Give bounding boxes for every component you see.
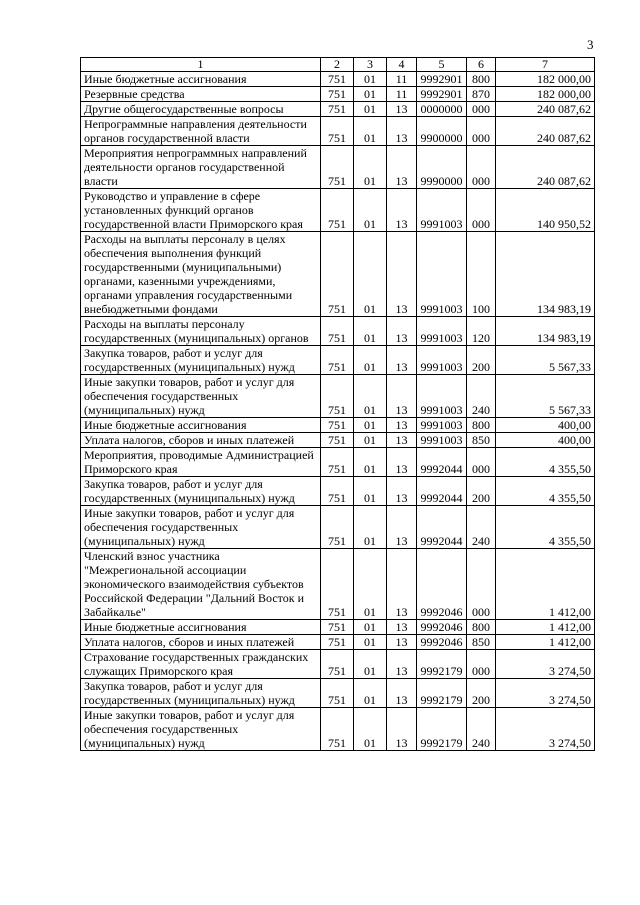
ministry-code-cell: 751 [321, 346, 354, 375]
table-row [81, 346, 595, 375]
column-header: 7 [496, 58, 595, 72]
target-article-cell: 9990000 [417, 146, 467, 189]
table-row [81, 418, 595, 433]
expense-type-cell: 000 [467, 102, 496, 117]
section-code-cell: 01 [354, 650, 387, 679]
subsection-code-cell: 13 [387, 375, 417, 418]
table-row [81, 87, 595, 102]
subsection-code-cell: 11 [387, 72, 417, 87]
subsection-code-cell: 13 [387, 477, 417, 506]
target-article-cell: 9992179 [417, 708, 467, 751]
expense-name-cell: Иные бюджетные ассигнования [81, 418, 321, 433]
expense-type-cell: 800 [467, 418, 496, 433]
target-article-cell: 9992046 [417, 549, 467, 620]
ministry-code-cell: 751 [321, 679, 354, 708]
subsection-code-cell: 13 [387, 549, 417, 620]
expense-type-cell: 120 [467, 317, 496, 346]
section-code-cell: 01 [354, 189, 387, 232]
section-code-cell: 01 [354, 708, 387, 751]
section-code-cell: 01 [354, 635, 387, 650]
expense-name-cell: Непрограммные направления деятельности органов государственной власти [81, 117, 321, 146]
target-article-cell: 9991003 [417, 346, 467, 375]
expense-name-cell: Расходы на выплаты персоналу в целях обеспечения выполнения функций государственными (муниципальными) органами, казенными учреждениями, органами управления государственными внебюджетными фондами [81, 232, 321, 317]
target-article-cell: 9992044 [417, 477, 467, 506]
subsection-code-cell: 11 [387, 87, 417, 102]
table-row [81, 506, 595, 549]
subsection-code-cell: 13 [387, 317, 417, 346]
expense-type-cell: 200 [467, 477, 496, 506]
expense-name-cell: Закупка товаров, работ и услуг для государственных (муниципальных) нужд [81, 679, 321, 708]
amount-cell: 5 567,33 [496, 346, 595, 375]
expense-type-cell: 240 [467, 506, 496, 549]
amount-cell: 1 412,00 [496, 620, 595, 635]
expense-name-cell: Закупка товаров, работ и услуг для государственных (муниципальных) нужд [81, 346, 321, 375]
section-code-cell: 01 [354, 679, 387, 708]
amount-cell: 3 274,50 [496, 708, 595, 751]
section-code-cell: 01 [354, 549, 387, 620]
subsection-code-cell: 13 [387, 708, 417, 751]
expense-type-cell: 000 [467, 189, 496, 232]
ministry-code-cell: 751 [321, 317, 354, 346]
subsection-code-cell: 13 [387, 146, 417, 189]
ministry-code-cell: 751 [321, 232, 354, 317]
expense-name-cell: Иные закупки товаров, работ и услуг для обеспечения государственных (муниципальных) нужд [81, 506, 321, 549]
ministry-code-cell: 751 [321, 146, 354, 189]
subsection-code-cell: 13 [387, 117, 417, 146]
section-code-cell: 01 [354, 418, 387, 433]
expense-type-cell: 000 [467, 117, 496, 146]
subsection-code-cell: 13 [387, 189, 417, 232]
target-article-cell: 9991003 [417, 232, 467, 317]
subsection-code-cell: 13 [387, 433, 417, 448]
column-header: 3 [354, 58, 387, 72]
subsection-code-cell: 13 [387, 448, 417, 477]
expense-name-cell: Мероприятия, проводимые Администрацией Приморского края [81, 448, 321, 477]
table-row [81, 448, 595, 477]
amount-cell: 5 567,33 [496, 375, 595, 418]
target-article-cell: 9992179 [417, 650, 467, 679]
subsection-code-cell: 13 [387, 232, 417, 317]
section-code-cell: 01 [354, 506, 387, 549]
table-row [81, 679, 595, 708]
subsection-code-cell: 13 [387, 635, 417, 650]
target-article-cell: 9992046 [417, 620, 467, 635]
table-row [81, 317, 595, 346]
ministry-code-cell: 751 [321, 72, 354, 87]
target-article-cell: 0000000 [417, 102, 467, 117]
section-code-cell: 01 [354, 448, 387, 477]
amount-cell: 4 355,50 [496, 477, 595, 506]
amount-cell: 182 000,00 [496, 87, 595, 102]
ministry-code-cell: 751 [321, 635, 354, 650]
column-header: 2 [321, 58, 354, 72]
ministry-code-cell: 751 [321, 549, 354, 620]
column-header: 6 [467, 58, 496, 72]
section-code-cell: 01 [354, 433, 387, 448]
subsection-code-cell: 13 [387, 620, 417, 635]
amount-cell: 240 087,62 [496, 102, 595, 117]
ministry-code-cell: 751 [321, 117, 354, 146]
ministry-code-cell: 751 [321, 448, 354, 477]
amount-cell: 400,00 [496, 433, 595, 448]
amount-cell: 240 087,62 [496, 117, 595, 146]
budget-table [80, 57, 595, 751]
table-header-row [81, 58, 595, 72]
table-body [81, 72, 595, 751]
amount-cell: 140 950,52 [496, 189, 595, 232]
section-code-cell: 01 [354, 117, 387, 146]
table-row [81, 620, 595, 635]
amount-cell: 134 983,19 [496, 317, 595, 346]
expense-name-cell: Другие общегосударственные вопросы [81, 102, 321, 117]
amount-cell: 4 355,50 [496, 448, 595, 477]
expense-name-cell: Иные закупки товаров, работ и услуг для обеспечения государственных (муниципальных) нужд [81, 708, 321, 751]
expense-type-cell: 100 [467, 232, 496, 317]
ministry-code-cell: 751 [321, 418, 354, 433]
column-header: 4 [387, 58, 417, 72]
table-row [81, 375, 595, 418]
section-code-cell: 01 [354, 375, 387, 418]
expense-name-cell: Членский взнос участника "Межрегиональной ассоциации экономического взаимодействия субъектов Российской Федерации "Дальний Восток и Забайкалье" [81, 549, 321, 620]
ministry-code-cell: 751 [321, 102, 354, 117]
ministry-code-cell: 751 [321, 477, 354, 506]
target-article-cell: 9992044 [417, 506, 467, 549]
section-code-cell: 01 [354, 72, 387, 87]
expense-type-cell: 800 [467, 620, 496, 635]
section-code-cell: 01 [354, 102, 387, 117]
ministry-code-cell: 751 [321, 87, 354, 102]
target-article-cell: 9992179 [417, 679, 467, 708]
table-row [81, 549, 595, 620]
expense-type-cell: 200 [467, 679, 496, 708]
table-row [81, 72, 595, 87]
ministry-code-cell: 751 [321, 620, 354, 635]
ministry-code-cell: 751 [321, 650, 354, 679]
ministry-code-cell: 751 [321, 375, 354, 418]
amount-cell: 134 983,19 [496, 232, 595, 317]
ministry-code-cell: 751 [321, 433, 354, 448]
expense-type-cell: 240 [467, 708, 496, 751]
table-row [81, 232, 595, 317]
expense-type-cell: 850 [467, 635, 496, 650]
target-article-cell: 9992901 [417, 72, 467, 87]
expense-type-cell: 870 [467, 87, 496, 102]
subsection-code-cell: 13 [387, 506, 417, 549]
amount-cell: 3 274,50 [496, 650, 595, 679]
ministry-code-cell: 751 [321, 708, 354, 751]
table-row [81, 650, 595, 679]
amount-cell: 4 355,50 [496, 506, 595, 549]
subsection-code-cell: 13 [387, 418, 417, 433]
table-row [81, 146, 595, 189]
section-code-cell: 01 [354, 146, 387, 189]
expense-type-cell: 240 [467, 375, 496, 418]
expense-name-cell: Иные закупки товаров, работ и услуг для обеспечения государственных (муниципальных) нужд [81, 375, 321, 418]
target-article-cell: 9991003 [417, 433, 467, 448]
amount-cell: 3 274,50 [496, 679, 595, 708]
section-code-cell: 01 [354, 317, 387, 346]
amount-cell: 240 087,62 [496, 146, 595, 189]
expense-name-cell: Мероприятия непрограммных направлений деятельности органов государственной власти [81, 146, 321, 189]
target-article-cell: 9991003 [417, 418, 467, 433]
target-article-cell: 9991003 [417, 375, 467, 418]
page-number: 3 [587, 37, 594, 52]
expense-name-cell: Иные бюджетные ассигнования [81, 620, 321, 635]
expense-name-cell: Страхование государственных гражданских служащих Приморского края [81, 650, 321, 679]
expense-type-cell: 000 [467, 146, 496, 189]
table-row [81, 635, 595, 650]
section-code-cell: 01 [354, 620, 387, 635]
expense-type-cell: 800 [467, 72, 496, 87]
subsection-code-cell: 13 [387, 346, 417, 375]
expense-name-cell: Уплата налогов, сборов и иных платежей [81, 635, 321, 650]
table-row [81, 433, 595, 448]
amount-cell: 1 412,00 [496, 549, 595, 620]
expense-type-cell: 000 [467, 549, 496, 620]
subsection-code-cell: 13 [387, 650, 417, 679]
target-article-cell: 9992044 [417, 448, 467, 477]
expense-name-cell: Иные бюджетные ассигнования [81, 72, 321, 87]
subsection-code-cell: 13 [387, 102, 417, 117]
target-article-cell: 9992046 [417, 635, 467, 650]
column-header: 5 [417, 58, 467, 72]
expense-name-cell: Закупка товаров, работ и услуг для государственных (муниципальных) нужд [81, 477, 321, 506]
expense-name-cell: Уплата налогов, сборов и иных платежей [81, 433, 321, 448]
column-header: 1 [81, 58, 321, 72]
expense-type-cell: 000 [467, 650, 496, 679]
subsection-code-cell: 13 [387, 679, 417, 708]
amount-cell: 400,00 [496, 418, 595, 433]
target-article-cell: 9992901 [417, 87, 467, 102]
expense-type-cell: 200 [467, 346, 496, 375]
ministry-code-cell: 751 [321, 189, 354, 232]
ministry-code-cell: 751 [321, 506, 354, 549]
expense-name-cell: Руководство и управление в сфере установленных функций органов государственной власти Приморского края [81, 189, 321, 232]
section-code-cell: 01 [354, 232, 387, 317]
table-row [81, 189, 595, 232]
table-row [81, 102, 595, 117]
expense-name-cell: Расходы на выплаты персоналу государственных (муниципальных) органов [81, 317, 321, 346]
table-row [81, 117, 595, 146]
target-article-cell: 9991003 [417, 189, 467, 232]
expense-type-cell: 850 [467, 433, 496, 448]
section-code-cell: 01 [354, 87, 387, 102]
section-code-cell: 01 [354, 477, 387, 506]
expense-type-cell: 000 [467, 448, 496, 477]
amount-cell: 182 000,00 [496, 72, 595, 87]
table-row [81, 477, 595, 506]
section-code-cell: 01 [354, 346, 387, 375]
table-row [81, 708, 595, 751]
expense-name-cell: Резервные средства [81, 87, 321, 102]
target-article-cell: 9900000 [417, 117, 467, 146]
target-article-cell: 9991003 [417, 317, 467, 346]
amount-cell: 1 412,00 [496, 635, 595, 650]
